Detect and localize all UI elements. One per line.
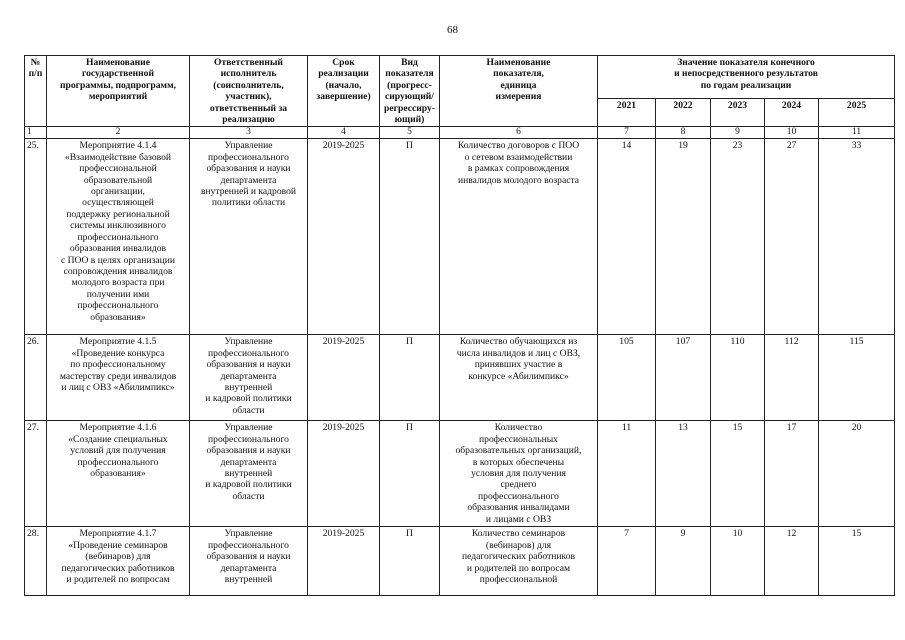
row-value: 20 xyxy=(819,421,895,527)
header-name: Наименование государственной программы, подпрограмм, мероприятий xyxy=(47,56,190,127)
row-type: П xyxy=(380,421,440,527)
row-value: 105 xyxy=(598,335,656,421)
header-year: 2021 xyxy=(598,98,656,127)
column-number-row xyxy=(25,127,895,139)
row-activity-name: Мероприятие 4.1.7 «Проведение семинаров (вебинаров) для педагогических работников и родителей по вопросам xyxy=(47,527,190,596)
row-value: 115 xyxy=(819,335,895,421)
column-number: 8 xyxy=(656,127,711,139)
column-number: 7 xyxy=(598,127,656,139)
row-activity-name: Мероприятие 4.1.4 «Взаимодействие базовой профессиональной образовательной организации, осуществляющей поддержку региональной системы инклюзивного профессионального образования инвалидов с ПОО в целях организации сопровождения инвалидов молодого возраста при получении ими профессионального образования» xyxy=(47,139,190,335)
row-term: 2019-2025 xyxy=(308,527,380,596)
column-number: 9 xyxy=(711,127,765,139)
row-value: 7 xyxy=(598,527,656,596)
row-value: 13 xyxy=(656,421,711,527)
row-num: 25. xyxy=(25,139,47,335)
row-type: П xyxy=(380,335,440,421)
table-row xyxy=(25,335,895,421)
row-value: 110 xyxy=(711,335,765,421)
row-value: 33 xyxy=(819,139,895,335)
column-number: 4 xyxy=(308,127,380,139)
row-value: 14 xyxy=(598,139,656,335)
header-year: 2023 xyxy=(711,98,765,127)
row-value: 9 xyxy=(656,527,711,596)
row-type: П xyxy=(380,139,440,335)
row-term: 2019-2025 xyxy=(308,139,380,335)
header-year: 2022 xyxy=(656,98,711,127)
row-activity-name: Мероприятие 4.1.6 «Создание специальных условий для получения профессионального образования» xyxy=(47,421,190,527)
row-value: 15 xyxy=(819,527,895,596)
column-number: 10 xyxy=(765,127,819,139)
header-num: № п/п xyxy=(25,56,47,127)
row-indicator: Количество обучающихся из числа инвалидов и лиц с ОВЗ, принявших участие в конкурсе «Абилимпикс» xyxy=(440,335,598,421)
row-value: 19 xyxy=(656,139,711,335)
row-activity-name: Мероприятие 4.1.5 «Проведение конкурса по профессиональному мастерству среди инвалидов и лиц с ОВЗ «Абилимпикс» xyxy=(47,335,190,421)
row-responsible: Управление профессионального образования и науки департамента внутренней xyxy=(190,527,308,596)
table-row xyxy=(25,421,895,527)
row-value: 12 xyxy=(765,527,819,596)
row-term: 2019-2025 xyxy=(308,421,380,527)
column-number: 3 xyxy=(190,127,308,139)
header-indicator: Наименование показателя, единица измерения xyxy=(440,56,598,127)
column-number: 5 xyxy=(380,127,440,139)
row-value: 112 xyxy=(765,335,819,421)
row-value: 10 xyxy=(711,527,765,596)
header-responsible: Ответственный исполнитель (соисполнитель, участник), ответственный за реализацию xyxy=(190,56,308,127)
row-value: 11 xyxy=(598,421,656,527)
row-responsible: Управление профессионального образования и науки департамента внутренней и кадровой политики области xyxy=(190,421,308,527)
row-num: 28. xyxy=(25,527,47,596)
row-indicator: Количество договоров с ПОО о сетевом взаимодействии в рамках сопровождения инвалидов молодого возраста xyxy=(440,139,598,335)
header-year: 2024 xyxy=(765,98,819,127)
column-number: 6 xyxy=(440,127,598,139)
table-row xyxy=(25,139,895,335)
row-type: П xyxy=(380,527,440,596)
row-value: 17 xyxy=(765,421,819,527)
indicators-table xyxy=(24,55,895,596)
header-type: Вид показателя (прогресс- сирующий/ регрессиру- ющий) xyxy=(380,56,440,127)
column-number: 11 xyxy=(819,127,895,139)
row-value: 27 xyxy=(765,139,819,335)
header-values-group: Значение показателя конечного и непосредственного результатов по годам реализации xyxy=(598,56,895,99)
row-num: 27. xyxy=(25,421,47,527)
header-term: Срок реализации (начало, завершение) xyxy=(308,56,380,127)
row-value: 23 xyxy=(711,139,765,335)
row-value: 15 xyxy=(711,421,765,527)
row-responsible: Управление профессионального образования и науки департамента внутренней и кадровой политики области xyxy=(190,335,308,421)
row-indicator: Количество семинаров (вебинаров) для педагогических работников и родителей по вопросам профессиональной xyxy=(440,527,598,596)
column-number: 1 xyxy=(25,127,47,139)
header-year: 2025 xyxy=(819,98,895,127)
page-number: 68 xyxy=(447,24,458,36)
row-responsible: Управление профессионального образования и науки департамента внутренней и кадровой политики области xyxy=(190,139,308,335)
row-term: 2019-2025 xyxy=(308,335,380,421)
column-number: 2 xyxy=(47,127,190,139)
row-num: 26. xyxy=(25,335,47,421)
table-row xyxy=(25,527,895,596)
row-value: 107 xyxy=(656,335,711,421)
row-indicator: Количество профессиональных образовательных организаций, в которых обеспечены условия для получения среднего профессионального образования инвалидами и лицами с ОВЗ xyxy=(440,421,598,527)
